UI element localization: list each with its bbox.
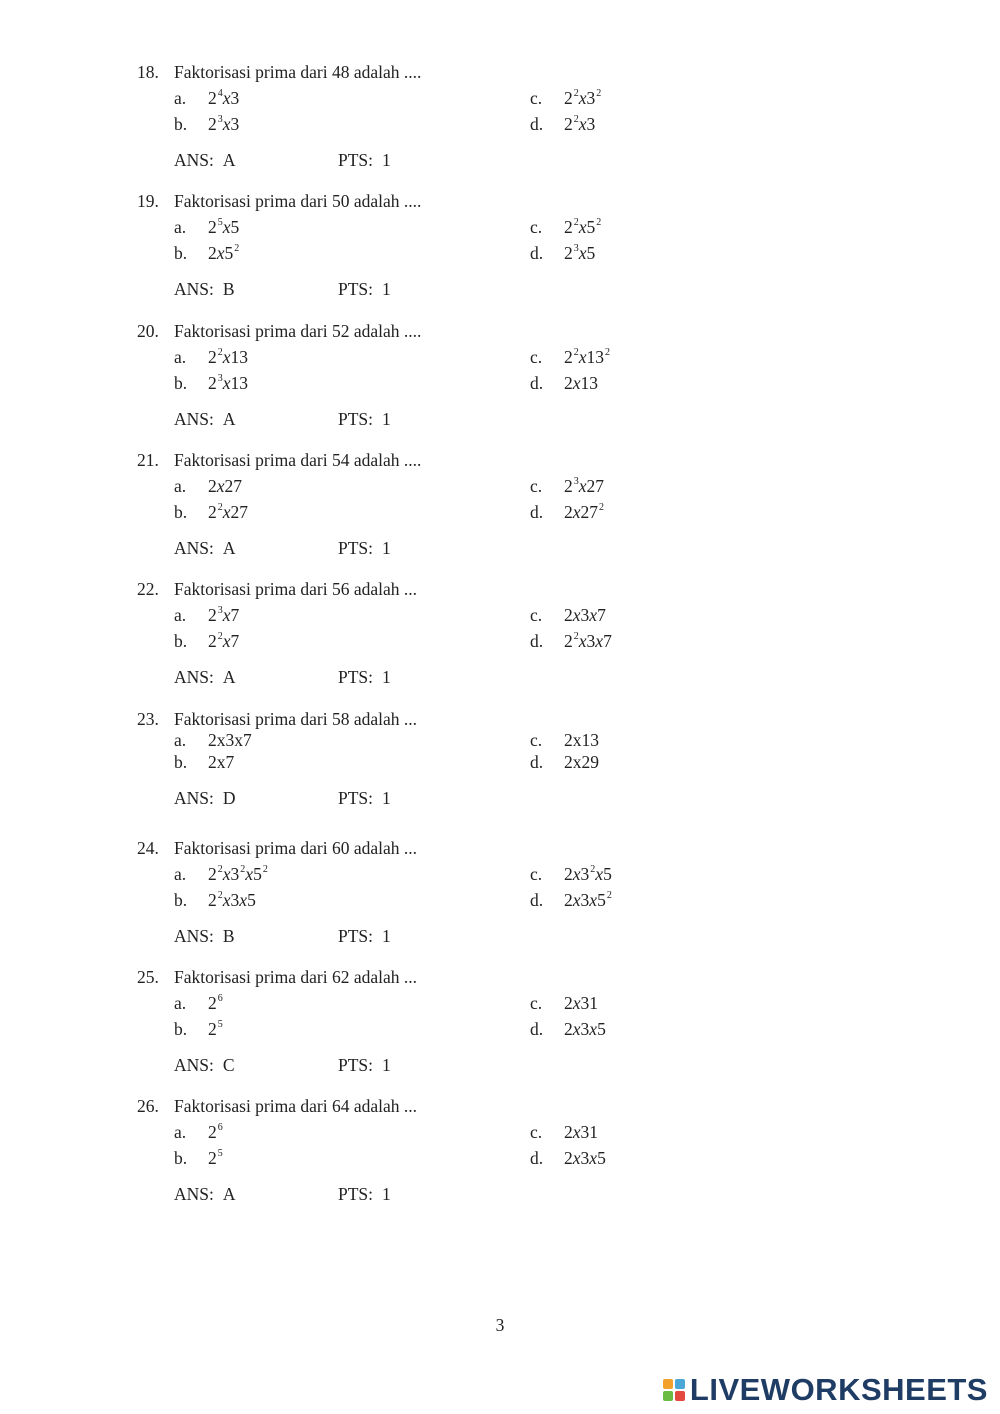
option-label: a.: [174, 88, 187, 108]
question-number: 20.: [137, 320, 159, 341]
factor-text: x: [572, 1148, 581, 1169]
factor-text: 27: [586, 475, 605, 496]
factor-text: x: [589, 605, 598, 626]
factor-text: 2: [564, 217, 573, 238]
factor-text: 5: [597, 1019, 606, 1040]
option-label: b.: [174, 114, 188, 134]
option-value: [208, 730, 252, 751]
question-number: 26.: [137, 1096, 159, 1117]
factor-text: 3: [586, 631, 596, 652]
answer-key: [174, 1055, 235, 1076]
factor-text: 27: [224, 475, 243, 496]
option-label: b.: [174, 1019, 188, 1040]
factor-text: 2: [208, 217, 217, 238]
question-number: 25.: [137, 967, 159, 988]
option-value: [564, 1019, 606, 1040]
option-value: [564, 88, 601, 109]
exponent: 2: [217, 631, 223, 643]
factor-text: 2: [208, 243, 217, 264]
factor-text: x: [595, 863, 604, 884]
option-value: [564, 605, 606, 626]
option-label: d.: [530, 501, 544, 522]
factor-text: x: [222, 605, 231, 626]
factor-text: x: [578, 631, 587, 652]
factor-text: 2: [564, 88, 573, 108]
answer-key: [174, 279, 235, 300]
factor-text: 5: [247, 889, 256, 910]
points-value: 1: [382, 667, 391, 688]
option-label: c.: [530, 1122, 543, 1143]
exponent: 3: [217, 605, 223, 617]
factor-text: 2: [208, 605, 217, 626]
factor-text: 2: [208, 1122, 217, 1143]
option-label: a.: [174, 863, 187, 884]
answer-value: B: [222, 279, 235, 300]
factor-text: x: [572, 889, 581, 910]
option-value: [564, 1148, 606, 1169]
answer-key: [174, 409, 236, 430]
option-label: b.: [174, 243, 188, 264]
liveworksheets-logo: [663, 1373, 988, 1407]
factor-text: 2: [564, 1019, 573, 1040]
option-label: d.: [530, 1148, 544, 1169]
points: [338, 409, 391, 430]
option-value: [208, 864, 268, 885]
exponent: 2: [217, 346, 223, 358]
answer-value: A: [222, 667, 236, 688]
factor-text: x: [589, 889, 598, 910]
factor-text: x: [572, 863, 581, 884]
factor-text: x: [222, 501, 231, 522]
factor-text: 3: [586, 88, 596, 108]
factor-text: x: [216, 475, 225, 496]
exponent: 2: [217, 889, 223, 901]
option-value: [208, 502, 248, 523]
factor-text: 2: [564, 993, 573, 1014]
factor-text: 13: [586, 346, 605, 367]
factor-text: 5: [586, 243, 596, 264]
question-18: [0, 62, 1000, 187]
points-label: PTS:: [338, 667, 374, 688]
option-label: a.: [174, 217, 187, 238]
factor-text: 3: [580, 605, 590, 626]
exponent: 2: [262, 863, 268, 875]
factor-text: 2x7: [208, 751, 235, 772]
exponent: 2: [599, 501, 605, 513]
factor-text: 3: [580, 1019, 590, 1040]
exponent: 3: [217, 114, 223, 125]
factor-text: 31: [580, 993, 599, 1014]
factor-text: x: [578, 114, 587, 134]
factor-text: 5: [597, 889, 606, 910]
factor-text: 2: [564, 631, 573, 652]
question-stem: Faktorisasi prima dari 48 adalah ....: [174, 62, 422, 82]
option-value: [564, 502, 604, 523]
factor-text: x: [222, 631, 231, 652]
factor-text: 5: [603, 863, 612, 884]
answer-label: ANS:: [174, 1184, 214, 1205]
answer-label: ANS:: [174, 925, 214, 946]
question-stem: Faktorisasi prima dari 50 adalah ....: [174, 191, 422, 212]
question-stem: Faktorisasi prima dari 64 adalah ...: [174, 1096, 417, 1117]
option-label: a.: [174, 1122, 187, 1143]
option-value: [208, 88, 239, 109]
option-label: d.: [530, 372, 544, 393]
option-label: d.: [530, 243, 544, 264]
factor-text: 2x29: [564, 751, 599, 772]
factor-text: x: [578, 217, 587, 238]
points-label: PTS:: [338, 279, 374, 300]
factor-text: 2: [564, 475, 573, 496]
answer-key: [174, 788, 236, 809]
points: [338, 1055, 391, 1076]
points-value: 1: [382, 279, 391, 300]
points: [338, 150, 391, 171]
answer-value: D: [222, 787, 236, 808]
exponent: 2: [234, 243, 240, 255]
question-number: 18.: [137, 62, 159, 82]
factor-text: 27: [230, 501, 249, 522]
points: [338, 1184, 391, 1205]
factor-text: 2: [208, 88, 217, 108]
factor-text: 2: [564, 1122, 573, 1143]
option-value: [208, 1148, 223, 1169]
option-value: [208, 1019, 223, 1040]
option-label: d.: [530, 114, 544, 134]
factor-text: x: [572, 1122, 581, 1143]
factor-text: 5: [224, 243, 234, 264]
factor-text: 3: [230, 114, 240, 134]
exponent: 3: [217, 372, 223, 384]
factor-text: x: [595, 631, 604, 652]
question-stem: Faktorisasi prima dari 54 adalah ....: [174, 449, 422, 470]
points-label: PTS:: [338, 1184, 374, 1205]
exponent: 3: [573, 475, 579, 487]
factor-text: 3: [230, 863, 240, 884]
points-value: 1: [382, 1055, 391, 1076]
exponent: 2: [217, 501, 223, 513]
answer-label: ANS:: [174, 537, 214, 558]
factor-text: 5: [597, 1148, 606, 1169]
factor-text: 2x13: [564, 729, 599, 750]
factor-text: x: [578, 243, 587, 264]
option-value: [564, 864, 612, 885]
exponent: 2: [573, 217, 579, 229]
option-value: [564, 1122, 598, 1143]
factor-text: 3: [580, 1148, 590, 1169]
factor-text: 2: [564, 605, 573, 626]
factor-text: 5: [230, 217, 240, 238]
option-label: b.: [174, 372, 188, 393]
factor-text: x: [222, 88, 231, 108]
option-label: c.: [530, 993, 543, 1014]
logo-square-red: [675, 1391, 685, 1401]
option-value: [564, 631, 612, 652]
points-label: PTS:: [338, 537, 374, 558]
factor-text: 2: [208, 1148, 217, 1169]
points: [338, 667, 391, 688]
option-label: d.: [530, 631, 544, 652]
answer-label: ANS:: [174, 667, 214, 688]
factor-text: x: [222, 372, 231, 393]
exponent: 2: [240, 863, 246, 875]
exponent: 6: [217, 1122, 223, 1134]
answer-key: [174, 1184, 236, 1205]
option-label: a.: [174, 993, 187, 1014]
factor-text: 2: [564, 114, 573, 134]
question-21: [0, 450, 1000, 575]
answer-label: ANS:: [174, 150, 214, 170]
factor-text: 2: [208, 346, 217, 367]
factor-text: 5: [253, 863, 262, 884]
exponent: 2: [590, 863, 596, 875]
points: [338, 279, 391, 300]
factor-text: 7: [230, 605, 240, 626]
option-label: b.: [174, 631, 188, 652]
logo-text: LIVEWORKSHEETS: [689, 1372, 988, 1407]
option-label: b.: [174, 501, 188, 522]
logo-square-orange: [663, 1379, 673, 1389]
exponent: 4: [217, 88, 223, 99]
exponent: 2: [573, 88, 579, 99]
answer-key: [174, 667, 236, 688]
option-value: [564, 114, 595, 135]
question-stem: Faktorisasi prima dari 52 adalah ....: [174, 320, 422, 341]
answer-label: ANS:: [174, 1055, 214, 1076]
factor-text: 2: [564, 863, 573, 884]
factor-text: 3: [580, 863, 590, 884]
question-stem: Faktorisasi prima dari 60 adalah ...: [174, 837, 417, 858]
option-value: [564, 752, 599, 773]
factor-text: x: [216, 243, 225, 264]
factor-text: 2: [208, 863, 217, 884]
factor-text: x: [589, 1148, 598, 1169]
factor-text: 2: [208, 475, 217, 496]
factor-text: 7: [597, 605, 606, 626]
exponent: 2: [217, 863, 223, 875]
option-value: [208, 752, 234, 773]
option-value: [208, 347, 248, 368]
factor-text: x: [222, 217, 231, 238]
factor-text: x: [245, 863, 254, 884]
factor-text: 2: [564, 501, 573, 522]
option-label: d.: [530, 1019, 544, 1040]
logo-grid-icon: [663, 1379, 685, 1401]
question-stem: Faktorisasi prima dari 62 adalah ...: [174, 967, 417, 988]
answer-value: A: [222, 408, 236, 429]
points: [338, 538, 391, 559]
option-label: c.: [530, 863, 543, 884]
factor-text: 5: [586, 217, 596, 238]
option-value: [208, 373, 248, 394]
option-value: [564, 373, 598, 394]
exponent: 2: [573, 114, 579, 125]
option-value: [208, 631, 239, 652]
answer-value: B: [222, 925, 235, 946]
factor-text: x: [222, 889, 231, 910]
option-value: [208, 605, 239, 626]
points-label: PTS:: [338, 787, 374, 808]
factor-text: 7: [230, 631, 240, 652]
question-number: 24.: [137, 837, 159, 858]
answer-key: [174, 150, 236, 171]
answer-label: ANS:: [174, 408, 214, 429]
question-26: [0, 1096, 1000, 1221]
option-value: [564, 890, 612, 911]
option-label: b.: [174, 1148, 188, 1169]
exponent: 5: [217, 1148, 223, 1160]
factor-text: 2: [564, 346, 573, 367]
option-label: c.: [530, 346, 543, 367]
factor-text: 2: [208, 114, 217, 134]
exponent: 2: [596, 217, 602, 229]
question-24: [0, 838, 1000, 963]
question-stem: Faktorisasi prima dari 56 adalah ...: [174, 579, 417, 600]
factor-text: 2: [208, 631, 217, 652]
factor-text: 2: [564, 372, 573, 393]
answer-value: A: [222, 537, 236, 558]
factor-text: 3: [230, 889, 240, 910]
option-value: [208, 1122, 223, 1143]
factor-text: 31: [580, 1122, 599, 1143]
option-value: [208, 993, 223, 1014]
question-number: 23.: [137, 708, 159, 729]
factor-text: x: [222, 346, 231, 367]
option-label: b.: [174, 889, 188, 910]
option-label: a.: [174, 729, 187, 750]
option-value: [564, 993, 598, 1014]
factor-text: x: [578, 88, 587, 108]
points: [338, 926, 391, 947]
option-value: [564, 347, 610, 368]
points-label: PTS:: [338, 1055, 374, 1076]
points-value: 1: [382, 150, 391, 170]
question-25: [0, 967, 1000, 1092]
answer-label: ANS:: [174, 279, 214, 300]
option-value: [564, 476, 604, 497]
option-value: [208, 217, 239, 238]
answer-value: C: [222, 1055, 235, 1076]
factor-text: x: [578, 475, 587, 496]
option-label: c.: [530, 217, 543, 238]
page-number: 3: [495, 1315, 505, 1335]
option-label: c.: [530, 605, 543, 626]
option-label: a.: [174, 346, 187, 367]
factor-text: 3: [230, 88, 240, 108]
factor-text: 2x3x7: [208, 729, 252, 750]
answer-label: ANS:: [174, 787, 214, 808]
exponent: 3: [573, 243, 579, 255]
factor-text: 2: [208, 1019, 217, 1040]
exponent: 2: [596, 88, 602, 99]
option-value: [208, 114, 239, 135]
factor-text: x: [589, 1019, 598, 1040]
option-label: a.: [174, 475, 187, 496]
factor-text: x: [578, 346, 587, 367]
factor-text: 2: [564, 243, 573, 264]
question-number: 21.: [137, 449, 159, 470]
factor-text: 2: [208, 372, 217, 393]
exponent: 2: [573, 631, 579, 643]
points-label: PTS:: [338, 925, 374, 946]
factor-text: 7: [603, 631, 612, 652]
factor-text: 13: [580, 372, 599, 393]
option-value: [208, 476, 242, 497]
factor-text: x: [222, 863, 231, 884]
option-label: c.: [530, 729, 543, 750]
question-19: [0, 191, 1000, 316]
option-label: b.: [174, 751, 188, 772]
logo-square-blue: [675, 1379, 685, 1389]
question-number: 19.: [137, 191, 159, 212]
answer-value: A: [222, 150, 236, 170]
question-number: 22.: [137, 579, 159, 600]
points-value: 1: [382, 925, 391, 946]
option-label: d.: [530, 889, 544, 910]
question-stem: Faktorisasi prima dari 58 adalah ...: [174, 708, 417, 729]
factor-text: 13: [230, 372, 249, 393]
points-value: 1: [382, 408, 391, 429]
factor-text: 3: [586, 114, 596, 134]
option-value: [564, 243, 595, 264]
factor-text: x: [572, 501, 581, 522]
points-value: 1: [382, 1184, 391, 1205]
option-value: [564, 730, 599, 751]
factor-text: 2: [208, 889, 217, 910]
question-20: [0, 321, 1000, 446]
exponent: 5: [217, 1019, 223, 1031]
points-value: 1: [382, 537, 391, 558]
exponent: 2: [573, 346, 579, 358]
option-label: c.: [530, 475, 543, 496]
question-22: [0, 579, 1000, 704]
option-label: c.: [530, 88, 543, 108]
factor-text: x: [222, 114, 231, 134]
option-value: [208, 890, 256, 911]
factor-text: x: [572, 372, 581, 393]
factor-text: x: [239, 889, 248, 910]
option-label: d.: [530, 751, 544, 772]
answer-key: [174, 926, 235, 947]
answer-key: [174, 538, 236, 559]
option-value: [564, 217, 601, 238]
exponent: 6: [217, 993, 223, 1005]
question-23: [0, 709, 1000, 834]
exponent: 2: [606, 889, 612, 901]
points: [338, 788, 391, 809]
factor-text: x: [572, 993, 581, 1014]
exponent: 5: [217, 217, 223, 229]
factor-text: x: [572, 1019, 581, 1040]
factor-text: 2: [564, 889, 573, 910]
exponent: 2: [605, 346, 611, 358]
factor-text: 2: [564, 1148, 573, 1169]
option-value: [208, 243, 239, 264]
points-value: 1: [382, 787, 391, 808]
factor-text: 2: [208, 993, 217, 1014]
factor-text: x: [572, 605, 581, 626]
points-label: PTS:: [338, 408, 374, 429]
factor-text: 27: [580, 501, 599, 522]
option-label: a.: [174, 605, 187, 626]
answer-value: A: [222, 1184, 236, 1205]
factor-text: 13: [230, 346, 249, 367]
factor-text: 2: [208, 501, 217, 522]
points-label: PTS:: [338, 150, 374, 170]
factor-text: 3: [580, 889, 590, 910]
logo-square-green: [663, 1391, 673, 1401]
